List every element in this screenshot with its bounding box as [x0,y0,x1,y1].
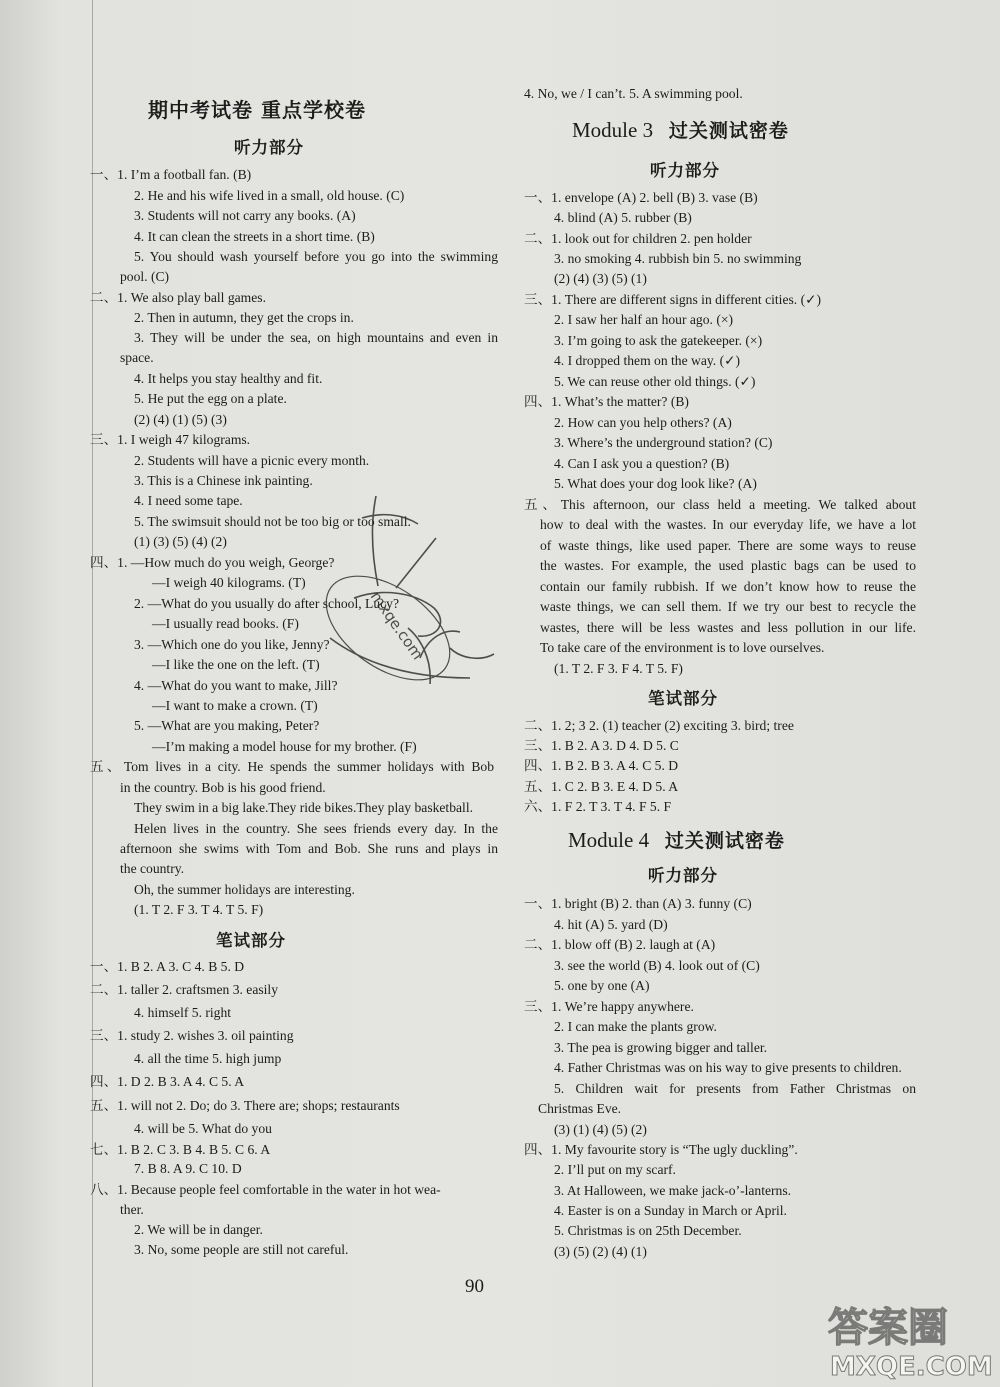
answer-line: 5. one by one (A) [554,978,650,993]
answer-line: 5. The swimsuit should not be too big or too small. [134,514,411,529]
answer-line: 四、1. —How much do you weigh, George? [90,555,335,570]
answer-line: 4. hit (A) 5. yard (D) [554,917,668,932]
answer-line: how to deal with the wastes. In our everyday life, we have a lot [540,517,916,532]
answer-line: 一、1. B 2. A 3. C 4. B 5. D [90,959,245,974]
answer-line: 一、1. I’m a football fan. (B) [90,167,252,182]
answer-line: 4. himself 5. right [134,1005,232,1020]
answer-line: ther. [120,1202,144,1217]
answer-line: the wastes. For example, the used plastic bags can be used to [540,558,916,573]
exam-title: 期中考试卷 重点学校卷 [148,98,366,122]
module3-writing-header: 笔试部分 [648,689,718,708]
answer-line: 三、1. B 2. A 3. D 4. D 5. C [524,738,679,753]
answer-line: 3. —Which one do you like, Jenny? [134,637,330,652]
answer-line: They swim in a big lake.They ride bikes.They play basketball. [134,800,473,815]
answer-line: 五、1. will not 2. Do; do 3. There are; shops; restaurants [90,1098,400,1113]
answer-line: 4. —What do you want to make, Jill? [134,678,338,693]
answer-line: 5. What does your dog look like? (A) [554,476,757,491]
answer-line: 4. blind (A) 5. rubber (B) [554,210,692,225]
answer-line: (1) (3) (5) (4) (2) [134,534,227,549]
answer-line: 2. How can you help others? (A) [554,415,732,430]
answer-line: 二、1. 2; 3 2. (1) teacher (2) exciting 3. bird; tree [524,718,794,733]
answer-line: 四、1. What’s the matter? (B) [524,394,689,409]
listening-header: 听力部分 [234,138,304,157]
answer-line: 六、1. F 2. T 3. T 4. F 5. F [524,799,672,814]
answer-line: 三、1. There are different signs in different cities. (✓) [524,292,822,307]
answer-line: 四、1. B 2. B 3. A 4. C 5. D [524,758,679,773]
answer-line: 4. will be 5. What do you [134,1121,272,1136]
answer-line: in the country. Bob is his good friend. [120,780,326,795]
answer-line: 一、1. envelope (A) 2. bell (B) 3. vase (B) [524,190,758,205]
answer-line: 5. —What are you making, Peter? [134,718,320,733]
answer-line: 3. At Halloween, we make jack-o’-lanterns. [554,1183,792,1198]
module3-title [572,116,789,143]
answer-line: (3) (1) (4) (5) (2) [554,1122,647,1137]
answer-line: 3. Where’s the underground station? (C) [554,435,773,450]
answer-line: 5. You should wash yourself before you go into the swimming [134,249,498,264]
answer-line: 2. —What do you usually do after school, Lucy? [134,596,400,611]
answer-line: 四、1. D 2. B 3. A 4. C 5. A [90,1074,245,1089]
answer-line: —I’m making a model house for my brother. (F) [152,739,417,754]
answer-line: 2. Then in autumn, they get the crops in. [134,310,354,325]
answer-line: the country. [120,861,185,876]
answer-line: 3. no smoking 4. rubbish bin 5. no swimming [554,251,802,266]
answer-line: space. [120,350,154,365]
answer-line: 二、1. look out for children 2. pen holder [524,231,752,246]
answer-line: Helen lives in the country. She sees friends every day. In the [134,821,498,836]
answer-line: 七、1. B 2. C 3. B 4. B 5. C 6. A [90,1142,271,1157]
answer-line: 2. Students will have a picnic every month. [134,453,370,468]
answer-line: 二、1. We also play ball games. [90,290,266,305]
answer-line: 7. B 8. A 9. C 10. D [134,1161,242,1176]
answer-line: 5. Children wait for presents from Father Christmas on [554,1081,916,1096]
svg-text:答案圈: 答案圈 [828,1305,948,1351]
answer-line: 4. It can clean the streets in a short time. (B) [134,229,375,244]
answer-line: afternoon she swims with Tom and Bob. She runs and plays in [120,841,498,856]
answer-line: 一、1. bright (B) 2. than (A) 3. funny (C) [524,896,752,911]
stamp-logo-icon [300,478,500,718]
answer-line: 4. Easter is on a Sunday in March or April. [554,1203,787,1218]
watermark-logo-icon [814,1291,994,1381]
answer-line: 二、1. blow off (B) 2. laugh at (A) [524,937,716,952]
module3-label: Module 3 [572,118,654,142]
answer-line: 3. This is a Chinese ink painting. [134,473,313,488]
svg-text:MXQE.COM: MXQE.COM [830,1352,993,1381]
page-number: 90 [465,1276,484,1297]
module3-listening-header: 听力部分 [650,161,720,180]
answer-line: 3. They will be under the sea, on high mountains and even in [134,330,498,345]
answer-line: 3. I’m going to ask the gatekeeper. (×) [554,333,763,348]
writing-header: 笔试部分 [216,931,286,950]
answer-line: (2) (4) (1) (5) (3) [134,412,227,427]
answer-line: pool. (C) [120,269,170,284]
answer-line: 4. all the time 5. high jump [134,1051,282,1066]
answer-line: 四、1. My favourite story is “The ugly duckling”. [524,1142,798,1157]
answer-line: 五、1. C 2. B 3. E 4. D 5. A [524,779,679,794]
answer-line: Christmas Eve. [538,1101,622,1116]
answer-line: —I want to make a crown. (T) [152,698,318,713]
answer-line: 3. No, some people are still not careful. [134,1242,349,1257]
answer-line: 4. It helps you stay healthy and fit. [134,371,323,386]
answer-line: (2) (4) (3) (5) (1) [554,271,647,286]
answer-line: —I weigh 40 kilograms. (T) [152,575,306,590]
answer-line: of waste things, like used paper. There are some ways to reuse [540,538,916,553]
answer-line: 4. Father Christmas was on his way to give presents to children. [554,1060,902,1075]
answer-line: 2. I’ll put on my scarf. [554,1162,676,1177]
module3-cn: 过关测试密卷 [668,120,789,142]
answer-line: (1. T 2. F 3. T 4. T 5. F) [134,902,264,917]
answer-line: 3. Students will not carry any books. (A) [134,208,356,223]
answer-line: 三、1. study 2. wishes 3. oil painting [90,1028,294,1043]
module4-listening-header: 听力部分 [648,866,718,885]
answer-line: 五、This afternoon, our class held a meeting. We talked about [524,497,916,512]
module4-cn: 过关测试密卷 [664,830,785,852]
answer-line: 2. He and his wife lived in a small, old house. (C) [134,188,405,203]
answer-line: 5. He put the egg on a plate. [134,391,287,406]
answer-line: 五、Tom lives in a city. He spends the summer holidays with Bob [90,759,494,774]
answer-line: 三、1. I weigh 47 kilograms. [90,432,251,447]
answer-line: 2. I saw her half an hour ago. (×) [554,312,734,327]
answer-line: —I like the one on the left. (T) [152,657,320,672]
answer-line: contain our family rubbish. If we don’t know how to reuse the [540,579,916,594]
answer-line: 5. We can reuse other old things. (✓) [554,374,756,389]
answer-line: 3. The pea is growing bigger and taller. [554,1040,768,1055]
answer-line: 4. No, we / I can’t. 5. A swimming pool. [524,86,743,101]
answer-line: 4. I need some tape. [134,493,243,508]
answer-line: 2. I can make the plants grow. [554,1019,717,1034]
answer-line: 5. Christmas is on 25th December. [554,1223,742,1238]
answer-line: 三、1. We’re happy anywhere. [524,999,694,1014]
binding-line [92,0,93,1387]
answer-line: —I usually read books. (F) [152,616,299,631]
answer-line: Oh, the summer holidays are interesting. [134,882,355,897]
answer-line: To take care of the environment is to love ourselves. [540,640,825,655]
answer-line: 4. Can I ask you a question? (B) [554,456,730,471]
answer-line: 二、1. taller 2. craftsmen 3. easily [90,982,278,997]
answer-line: 八、1. Because people feel comfortable in the water in hot wea- [90,1182,441,1197]
answer-line: 3. see the world (B) 4. look out of (C) [554,958,760,973]
module4-label: Module 4 [568,828,650,852]
answer-line: (3) (5) (2) (4) (1) [554,1244,647,1259]
answer-line: 4. I dropped them on the way. (✓) [554,353,741,368]
module4-title [568,826,785,853]
answer-line: 2. We will be in danger. [134,1222,263,1237]
answer-line: waste things, we can sell them. If we try our best to recycle the [540,599,916,614]
answer-line: wastes, there will be less wastes and less pollution in our life. [540,620,916,635]
answer-line: (1. T 2. F 3. F 4. T 5. F) [554,661,683,676]
svg-text:mxqe.com: mxqe.com [366,587,427,664]
